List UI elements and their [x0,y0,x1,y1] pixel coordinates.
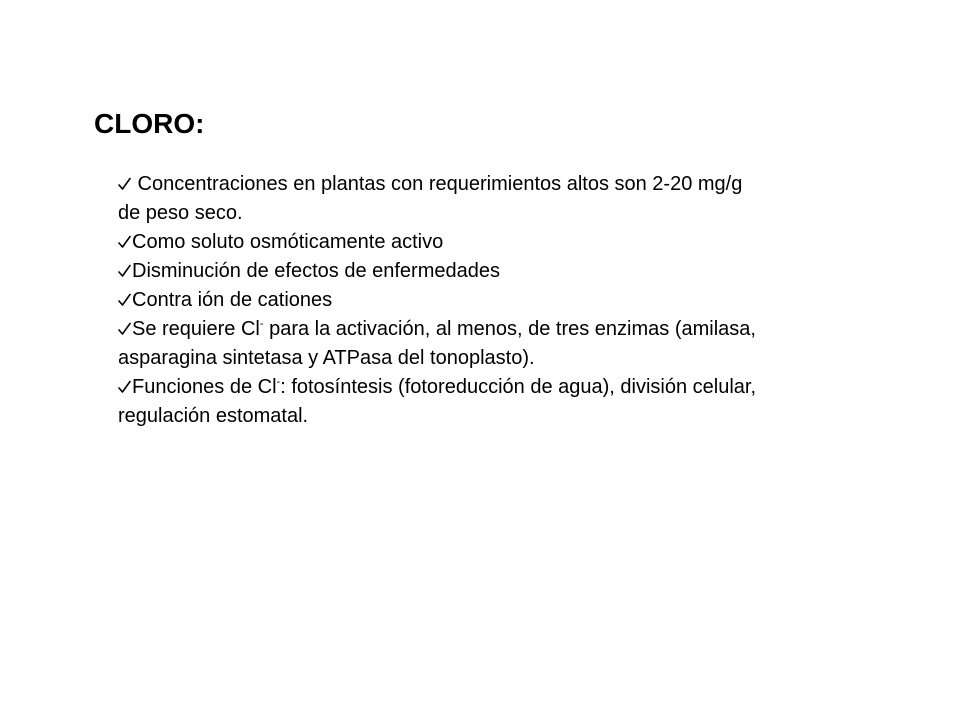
bullet-item-enfermedades [118,257,758,286]
check-icon [118,380,131,394]
check-icon [118,322,131,336]
check-icon [118,177,131,191]
bullet-text-after: para la activación, al menos, de tres enzimas (amilasa, asparagina sintetasa y ATPasa del tonoplasto). [118,318,756,369]
bullet-text-after: : fotosíntesis (fotoreducción de agua), división celular, regulación estomatal. [118,376,757,427]
bullet-text: Como soluto osmóticamente activo [132,231,444,253]
bullet-item-soluto [118,228,758,257]
bullet-item-cationes [118,286,758,315]
bullet-item-funciones [118,373,758,431]
bullet-text: Concentraciones en plantas con requerimientos altos son 2-20 mg/g de peso seco. [118,173,743,224]
check-icon [118,235,131,249]
bullet-item-activacion [118,315,758,373]
bullet-text: Disminución de efectos de enfermedades [132,260,500,282]
bullet-text-before: Funciones de Cl [132,376,277,398]
chloride-superscript: - [276,376,281,388]
bullet-text: Contra ión de cationes [132,289,333,311]
bullet-text-before: Se requiere Cl [132,318,260,340]
bullet-item-concentraciones [118,170,758,228]
check-icon [118,264,131,278]
slide-title: CLORO: [94,108,205,139]
check-icon [118,293,131,307]
chloride-superscript: - [259,318,264,330]
bullet-list [118,170,758,431]
